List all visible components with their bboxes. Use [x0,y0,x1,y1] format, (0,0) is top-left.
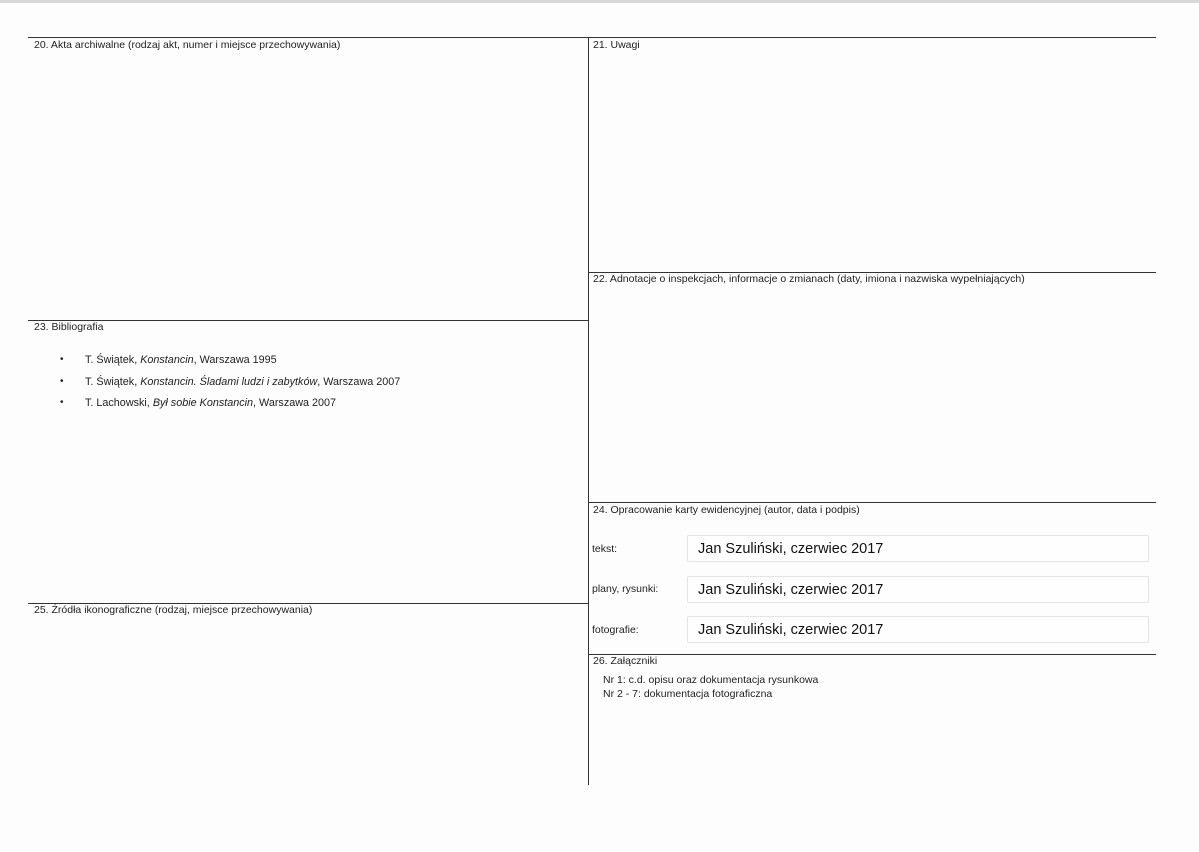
rule-26 [588,654,1156,655]
section-23-label: 23. Bibliografia [34,321,104,333]
section-20-label: 20. Akta archiwalne (rodzaj akt, numer i miejsce przechowywania) [34,39,341,51]
drawings-author-field: Jan Szuliński, czerwiec 2017 [687,576,1149,603]
text-author-field: Jan Szuliński, czerwiec 2017 [687,535,1149,562]
section-22-label: 22. Adnotacje o inspekcjach, informacje o zmianach (daty, imiona i nazwiska wypełniających) [593,273,1025,285]
photos-author-label: fotografie: [592,624,639,636]
center-divider [588,37,589,785]
top-rule [28,37,1156,38]
attachment-item: Nr 2 - 7: dokumentacja fotograficzna [603,688,773,700]
bibliography-item: • T. Lachowski, Był sobie Konstancin, Warszawa 2007 [60,396,400,418]
rule-24 [588,502,1156,503]
scan-top-edge [0,0,1199,3]
attachment-item: Nr 1: c.d. opisu oraz dokumentacja rysunkowa [603,674,819,686]
rule-23 [28,320,588,321]
bibliography-item: • T. Świątek, Konstancin, Warszawa 1995 [60,353,400,375]
section-26-label: 26. Załączniki [593,655,658,667]
bibliography-item: • T. Świątek, Konstancin. Śladami ludzi i zabytków, Warszawa 2007 [60,375,400,397]
bibliography-list [60,353,400,418]
section-21-label: 21. Uwagi [593,39,640,51]
text-author-label: tekst: [592,543,618,555]
section-24-label: 24. Opracowanie karty ewidencyjnej (autor, data i podpis) [593,504,860,516]
drawings-author-label: plany, rysunki: [592,583,659,595]
section-25-label: 25. Źródła ikonograficzne (rodzaj, miejsce przechowywania) [34,604,313,616]
photos-author-field: Jan Szuliński, czerwiec 2017 [687,616,1149,643]
